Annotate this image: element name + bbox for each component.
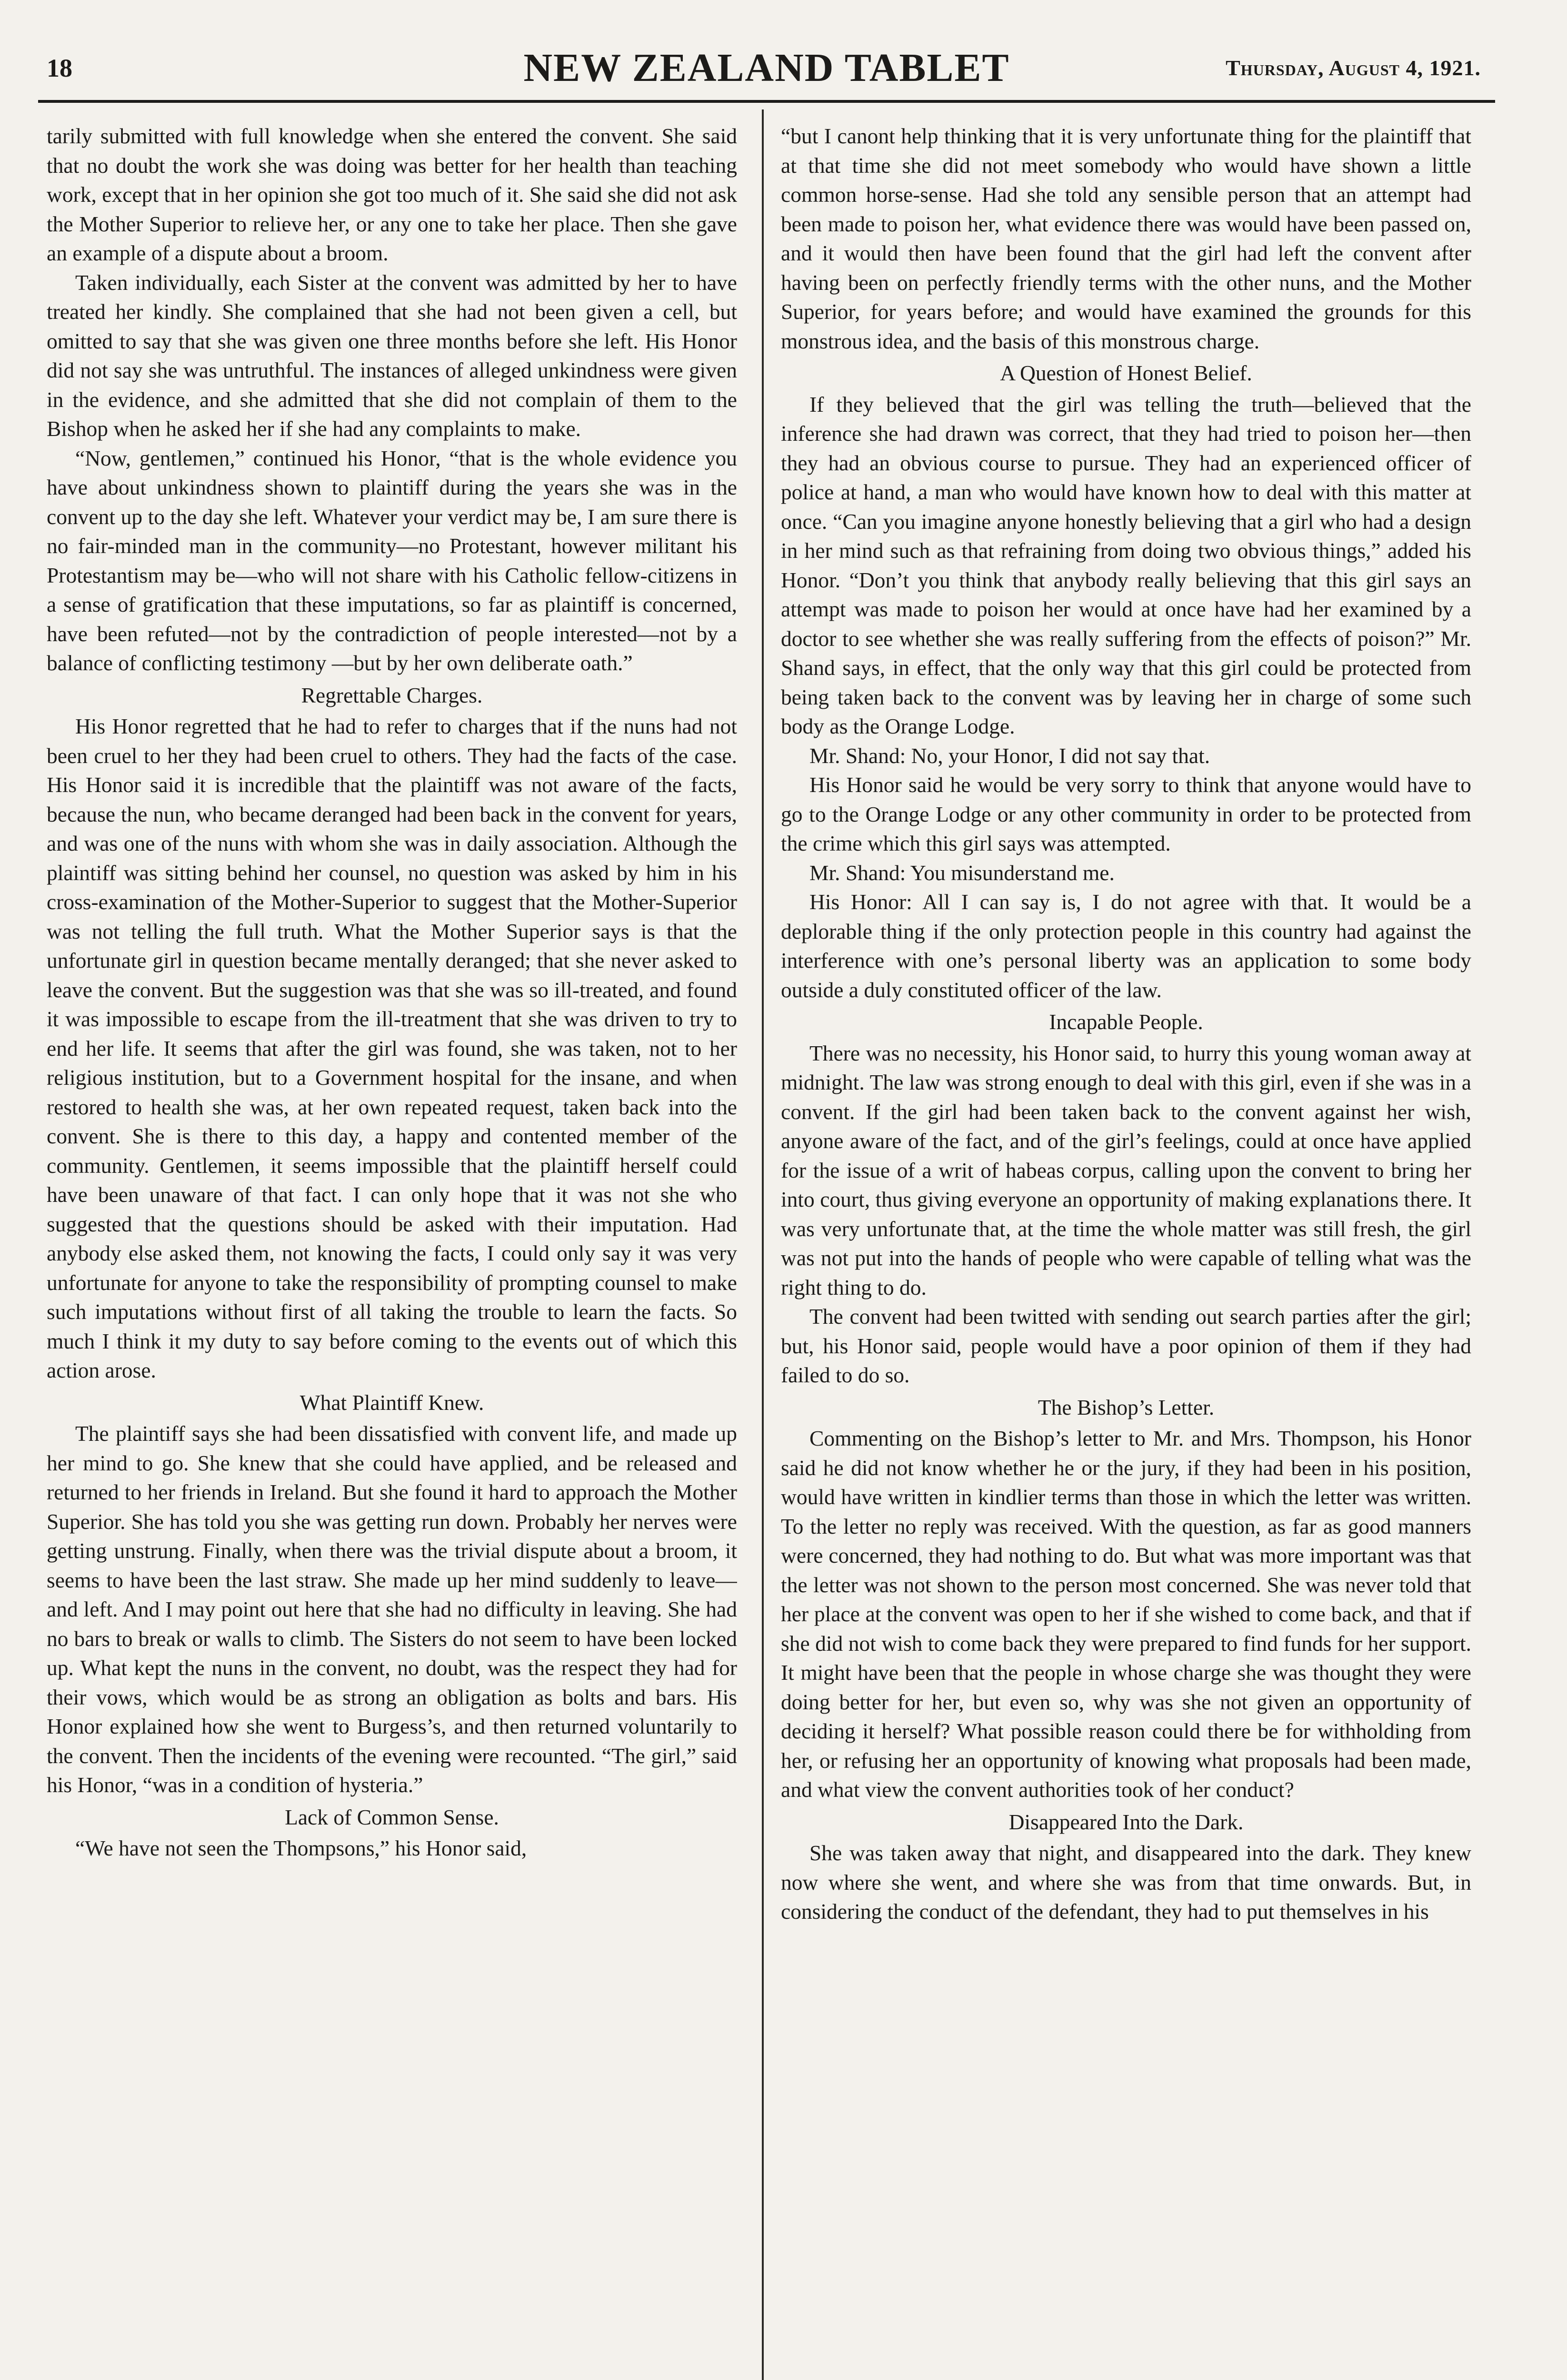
masthead-rule [38,100,1495,103]
subheading-incapable-people: Incapable People. [1049,1010,1203,1034]
paragraph: His Honor regretted that he had to refer to charges that if the nuns had not been cruel to her they had been cruel to others. They had the facts of the case. His Honor said it is incredible that the plaintiff was not aware of the facts, because the nun, who became deranged had been back in the convent for years, and was one of the nuns with whom she was in daily association. Although the plaintiff was sitting behind her counsel, no question was asked by him in his cross-examination of the Mother-Superior to suggest that the Mother-Superior was not telling the full truth. What the Mother Superior says is that the unfortunate girl in question became mentally deranged; that she never asked to leave the convent. But the suggestion was that she was so ill-treated, and found it was impossible to escape from the ill-treatment that she was driven to try to end her life. It seems that after the girl was found, she was taken, not to her religious institution, but to a Government hospital for the insane, and when restored to health she was, at her own repeated request, taken back into the convent. She is there to this day, a happy and contented member of the community. Gentlemen, it seems impossible that the plaintiff herself could have been unaware of that fact. I can only hope that it was not she who suggested that the questions should be asked with their imputation. Had anybody else asked them, not knowing the facts, I could only say it was very unfortunate for anyone to take the responsibility of prompting counsel to make such imputations without first of all taking the trouble to learn the facts. So much I think it my duty to say before coming to the events out of which this action arose. [47,714,737,1382]
newspaper-page [38,33,1495,2380]
paragraph: The convent had been twitted with sending out search parties after the girl; but, his Honor said, people would have a poor opinion of them if they had failed to do so. [781,1304,1471,1387]
page-number: 18 [47,54,72,82]
paragraph: “but I canont help thinking that it is very unfortunate thing for the plaintiff that at that time she did not meet somebody who would have shown a little common horse-sense. Had she told any sensible person that an attempt had been made to poison her, what evidence there was would have been passed on, and it would then have been found that the girl had left the convent after having been on perfectly friendly terms with the other nuns, and the Mother Superior, for years before; and would have examined the grounds for this monstrous idea, and the basis of this monstrous charge. [781,124,1471,353]
right-column [781,121,1471,2380]
paragraph: Mr. Shand: No, your Honor, I did not say that. [809,743,1210,768]
paragraph: The plaintiff says she had been dissatisfied with convent life, and made up her mind to go. She knew that she could have applied, and be released and returned to her friends in Ireland. But she found it hard to approach the Mother Superior. She has told you she was getting run down. Probably her nerves were getting unstrung. Finally, when there was the trivial dispute about a broom, it seems to have been the last straw. She made up her mind suddenly to leave—and left. And I may point out here that she had no difficulty in leaving. She had no bars to break or walls to climb. The Sisters do not seem to have been locked up. What kept the nuns in the convent, no doubt, was the respect they had for their vows, which would be as strong an obligation as bolts and bars. His Honor explained how she went to Burgess’s, and then returned voluntarily to the convent. Then the incidents of the evening were recounted. “The girl,” said his Honor, “was in a condition of hysteria.” [47,1421,737,1797]
subheading-disappeared: Disappeared Into the Dark. [1008,1809,1244,1834]
paragraph: Commenting on the Bishop’s letter to Mr. and Mrs. Thompson, his Honor said he did not know whether he or the jury, if they had been in his position, would have written in kindlier terms than those in which the letter was written. To the letter no reply was received. With the question, as far as good manners were concerned, they had nothing to do. But what was more important was that the letter was not shown to the person most concerned. She was never told that her place at the convent was open to her if she wished to come back, and that if she did not wish to come back they were prepared to find funds for her support. It might have been that the people in whose charge she was thought they were doing better for her, but even so, why was she not given an opportunity of deciding it herself? What possible reason could there be for withholding from her, or refusing her an opportunity of knowing what proposals had been made, and what view the convent authorities took of her conduct? [781,1426,1471,1802]
paragraph: “Now, gentlemen,” continued his Honor, “that is the whole evidence you have about unkindness shown to plaintiff during the years she was in the convent up to the day she left. Whatever your verdict may be, I am sure there is no fair-minded man in the community—no Protestant, however militant his Protestantism may be—who will not share with his Catholic fellow-citizens in a sense of gratification that these imputations, so far as plaintiff is concerned, have been refuted—not by the contradiction of people interested—not by a balance of conflicting testimony —but by her own deliberate oath.” [47,446,737,675]
paragraph: tarily submitted with full knowledge when she entered the convent. She said that no doubt the work she was doing was better for her health than teaching work, except that in her opinion she got too much of it. She said she did not ask the Mother Superior to relieve her, or any one to take her place. Then she gave an example of a dispute about a broom. [47,124,737,265]
paper-title: NEW ZEALAND TABLET [523,46,1010,90]
paragraph: Mr. Shand: You misunderstand me. [809,860,1115,885]
masthead [38,33,1495,100]
paragraph: Taken individually, each Sister at the convent was admitted by her to have treated her kindly. She complained that she had not been given a cell, but omitted to say that she was given one three months before she left. His Honor did not say she was untruthful. The instances of alleged unkindness were given in the evidence, and she admitted that she did not complain of them to the Bishop when he asked her if she had any complaints to make. [47,270,737,441]
issue-date: Thursday, August 4, 1921. [1226,56,1481,80]
subheading-lack-of-common-sense: Lack of Common Sense. [285,1805,499,1829]
paragraph: She was taken away that night, and disappeared into the dark. They knew now where she went, and where she was from that time onwards. But, in considering the conduct of the defendant, they had to put themselves in his [781,1841,1471,1924]
column-divider [762,109,764,2380]
subheading-what-plaintiff-knew: What Plaintiff Knew. [299,1390,484,1415]
left-column [47,121,737,2380]
paragraph: “We have not seen the Thompsons,” his Honor said, [75,1836,527,1860]
subheading-bishops-letter: The Bishop’s Letter. [1038,1395,1215,1419]
paragraph: If they believed that the girl was telling the truth—believed that the inference she had drawn was correct, that they had tried to poison her—then they had an obvious course to pursue. They had an experienced officer of police at hand, a man who would have known how to deal with this matter at once. “Can you imagine anyone honestly believing that a girl who had a design in her mind such as that refraining from doing two obvious things,” added his Honor. “Don’t you think that anybody really believing that this girl says an attempt was made to poison her would at once have had her examined by a doctor to see whether she was really suffering from the effects of poison?” Mr. Shand says, in effect, that the only way that this girl could be protected from being taken back to the convent was by leaving her in charge of some such body as the Orange Lodge. [781,392,1471,738]
paragraph: His Honor said he would be very sorry to think that anyone would have to go to the Orange Lodge or any other community in order to be protected from the crime which this girl says was attempted. [781,773,1471,855]
subheading-honest-belief: A Question of Honest Belief. [1000,361,1252,385]
paragraph: His Honor: All I can say is, I do not agree with that. It would be a deplorable thing if the only protection people in this country had against the interference with one’s personal liberty was an application to some body outside a duly constituted officer of the law. [781,890,1471,1002]
paragraph: There was no necessity, his Honor said, to hurry this young woman away at midnight. The law was strong enough to deal with this girl, even if she was in a convent. If the girl had been taken back to the convent against her wish, anyone aware of the fact, and of the girl’s feelings, could at once have applied for the issue of a writ of habeas corpus, calling upon the convent to bring her into court, thus giving everyone an opportunity of making explanations there. It was very unfortunate that, at the time the whole matter was still fresh, the girl was not put into the hands of people who were capable of telling what was the right thing to do. [781,1041,1471,1299]
subheading-regrettable-charges: Regrettable Charges. [301,683,483,707]
